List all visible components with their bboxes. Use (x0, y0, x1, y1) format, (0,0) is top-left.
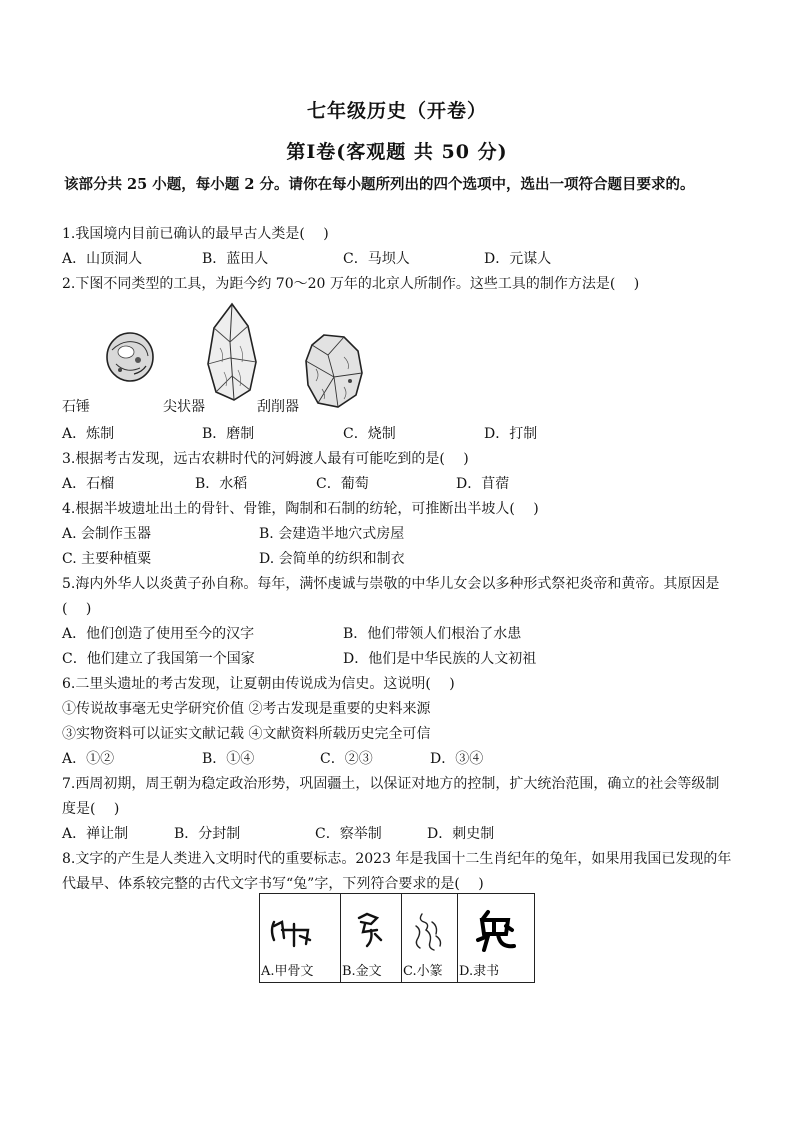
stone-hammer-image (104, 330, 156, 384)
question-6-option-c: C．②③ (320, 751, 373, 767)
script-cell-clerical (458, 894, 535, 983)
script-cell-oracle-bone (260, 894, 341, 983)
question-5-option-a: A．他们创造了使用至今的汉字 (62, 626, 255, 642)
question-7-option-d: D．刺史制 (427, 826, 495, 842)
script-label-oracle-bone: A.甲骨文 (261, 964, 314, 979)
tool-label-stone-hammer: 石锤 (62, 399, 90, 415)
question-3-option-a: A．石榴 (62, 476, 115, 492)
question-2-option-d: D．打制 (484, 426, 538, 442)
section-title: 第Ⅰ卷(客观题 共 50 分) (286, 141, 508, 163)
question-5-option-c: C．他们建立了我国第一个国家 (62, 651, 255, 667)
scraper-image (304, 333, 364, 409)
question-3-stem: 3.根据考古发现，远古农耕时代的河姆渡人最有可能吃到的是( ) (62, 451, 469, 467)
section-instructions: 该部分共 25 小题，每小题 2 分。请你在每小题所列出的四个选项中，选出一项符合题目要求的。 (64, 176, 695, 193)
question-1-option-c: C．马坝人 (343, 251, 410, 267)
question-6-stem: 6.二里头遗址的考古发现，让夏朝由传说成为信史。这说明( ) (62, 676, 455, 692)
question-7-option-a: A．禅让制 (62, 826, 129, 842)
script-cell-bronze (341, 894, 402, 983)
question-1-option-d: D．元谋人 (484, 251, 552, 267)
question-6-statements-2: ③实物资料可以证实文献记载 ④文献资料所载历史完全可信 (62, 726, 431, 742)
question-6-option-b: B．①④ (202, 751, 255, 767)
question-4-option-a: A. 会制作玉器 (62, 526, 152, 542)
question-4-stem: 4.根据半坡遗址出土的骨针、骨锥，陶制和石制的纺轮，可推断出半坡人( ) (62, 501, 539, 517)
question-6-statements-1: ①传说故事毫无史学研究价值 ②考古发现是重要的史料来源 (62, 701, 431, 717)
question-8-stem: 8.文字的产生是人类进入文明时代的重要标志。2023 年是我国十二生肖纪年的兔年，如果用我国已发现的年 (62, 851, 732, 867)
question-5-stem-continued: ( ) (62, 601, 92, 617)
script-label-bronze: B.金文 (342, 964, 382, 979)
pointed-tool-image (204, 302, 260, 402)
question-4-option-d: D. 会简单的纺织和制衣 (259, 551, 405, 567)
rabbit-character-scripts-table (259, 893, 535, 983)
script-label-clerical: D.隶书 (459, 964, 500, 979)
clerical-rabbit-glyph (458, 900, 534, 960)
question-6-option-a: A．①② (62, 751, 115, 767)
small-seal-rabbit-glyph (402, 900, 457, 960)
question-1-stem: 1.我国境内目前已确认的最早古人类是( ) (62, 226, 329, 242)
question-2-option-b: B．磨制 (202, 426, 255, 442)
page-title: 七年级历史（开卷） (306, 100, 487, 122)
bronze-rabbit-glyph (341, 900, 401, 960)
question-2-stem: 2.下图不同类型的工具，为距今约 70～20 万年的北京人所制作。这些工具的制作方法是( ) (62, 276, 640, 292)
question-5-option-d: D．他们是中华民族的人文初祖 (343, 651, 537, 667)
question-1-option-a: A．山顶洞人 (62, 251, 143, 267)
question-7-option-c: C．察举制 (315, 826, 382, 842)
question-1-option-b: B．蓝田人 (202, 251, 269, 267)
script-cell-small-seal (402, 894, 458, 983)
question-7-stem-continued: 度是( ) (62, 801, 120, 817)
tool-label-scraper: 刮削器 (257, 399, 299, 415)
tool-label-pointed-tool: 尖状器 (163, 399, 205, 415)
question-8-stem-continued: 代最早、体系较完整的古代文字书写“兔”字，下列符合要求的是( ) (62, 876, 484, 892)
question-3-option-c: C．葡萄 (316, 476, 369, 492)
question-5-stem: 5.海内外华人以炎黄子孙自称。每年，满怀虔诚与崇敬的中华儿女会以多种形式祭祀炎帝和黄帝。其原因是 (62, 576, 720, 592)
oracle-bone-rabbit-glyph (260, 900, 340, 960)
question-2-option-a: A．炼制 (62, 426, 115, 442)
question-6-option-d: D．③④ (430, 751, 484, 767)
question-4-option-b: B. 会建造半地穴式房屋 (259, 526, 405, 542)
question-4-option-c: C. 主要种植粟 (62, 551, 152, 567)
question-5-option-b: B．他们带领人们根治了水患 (343, 626, 522, 642)
question-7-stem: 7.西周初期，周王朝为稳定政治形势，巩固疆土，以保证对地方的控制，扩大统治范围，确立的社会等级制 (62, 776, 720, 792)
question-3-option-b: B．水稻 (195, 476, 248, 492)
script-label-small-seal: C.小篆 (403, 964, 443, 979)
question-3-option-d: D．苜蓿 (456, 476, 510, 492)
question-2-option-c: C．烧制 (343, 426, 396, 442)
question-7-option-b: B．分封制 (174, 826, 241, 842)
